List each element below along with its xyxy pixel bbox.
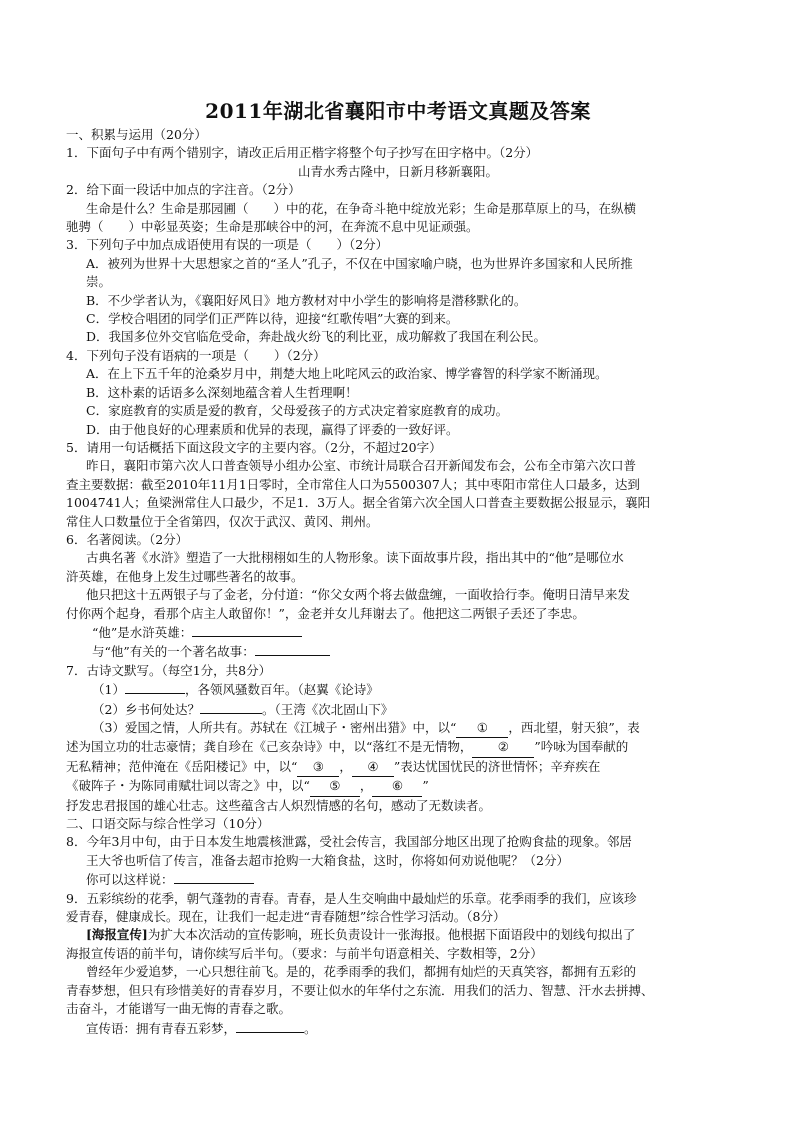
question-7-3-cont: 无私精神；范仲淹在《岳阳楼记》中，以“ ③ ， ④ ”表达忧国忧民的济世情怀；辛弃疾在	[66, 758, 730, 777]
question-3-option-a-cont: 崇。	[86, 274, 112, 290]
question-2-text: 生命是什么？生命是那园圃（ ）中的花，在争奇斗艳中绽放光彩；生命是那草原上的马，在纵横	[86, 200, 637, 216]
question-5-text: 查主要数据：截至2010年11月1日零时，全市常住人口为5500307人；其中枣阳市常住人口最多，达到	[66, 476, 640, 492]
answer-story-line: 与“他”有关的一个著名故事：	[66, 642, 730, 661]
answer-blank[interactable]	[236, 1019, 304, 1033]
question-8-text: 王大爷也听信了传言，准备去超市抢购一大箱食盐，这时，你将如何劝说他呢？（2分）	[86, 852, 569, 868]
answer-blank-4[interactable]: ④	[352, 758, 394, 777]
question-9: 9．五彩缤纷的花季，朝气蓬勃的青春。青春，是人生交响曲中最灿烂的乐章。花季雨季的我们，应该珍	[66, 890, 637, 906]
question-6-text: 浒英雄，在他身上发生过哪些著名的故事。	[66, 568, 304, 584]
question-4-option-b: B．这朴素的话语多么深刻地蕴含着人生哲理啊！	[86, 384, 358, 400]
question-9-poster: [海报宣传]为扩大本次活动的宣传影响，班长负责设计一张海报。他根据下面语段中的划线句拟出了	[86, 927, 636, 943]
question-5: 5．请用一句话概括下面这段文字的主要内容。（2分，不超过20字）	[66, 439, 442, 455]
question-3-option-b: B．不少学者认为，《襄阳好风日》地方教材对中小学生的影响将是潜移默化的。	[86, 292, 527, 308]
question-3: 3．下列句子中加点成语使用有误的一项是（ ）（2分）	[66, 237, 389, 253]
question-9-poster-cont: 海报宣传语的前半句，请你续写后半句。（要求：与前半句语意相关、字数相等，2分）	[66, 945, 543, 961]
section-heading: 二、口语交际与综合性学习（10分）	[66, 816, 270, 832]
question-1-sentence: 山青水秀古隆中，日新月移新襄阳。	[297, 163, 498, 179]
question-4-option-c: C．家庭教育的实质是爱的教育，父母爱孩子的方式决定着家庭教育的成功。	[86, 403, 509, 419]
section-heading: 一、积累与运用（20分）	[66, 127, 207, 142]
page-title: 2011年湖北省襄阳市中考语文真题及答案	[205, 99, 591, 123]
question-9-passage: 曾经年少爱追梦，一心只想往前飞。是的，花季雨季的我们，都拥有灿烂的天真笑容，都拥有五彩的	[86, 964, 637, 980]
answer-blank[interactable]	[200, 700, 262, 714]
answer-blank-2[interactable]: ②	[472, 738, 534, 757]
question-6-excerpt: 付你两个起身，看那个店主人敢留你！”，金老并女儿拜谢去了。他把这二两银子丢还了李忠。	[66, 605, 585, 621]
answer-blank[interactable]	[174, 870, 254, 884]
question-4: 4．下列句子没有语病的一项是（ ）（2分）	[66, 347, 326, 363]
question-2-text: 驰骋（ ）中彰显英姿；生命是那峡谷中的河，在奔流不息中见证顽强。	[66, 219, 479, 235]
question-7-3-cont: 抒发忠君报国的雄心壮志。这些蕴含古人炽烈情感的名句，感动了无数读者。	[66, 797, 492, 813]
question-7-3-cont: 述为国立功的壮志豪情；龚自珍在《己亥杂诗》中，以“落红不是无情物， ② ”吟咏为国奉献的	[66, 738, 730, 757]
question-7: 7．古诗文默写。（每空1分，共8分）	[66, 662, 272, 678]
question-7-3: （3）爱国之情，人所共有。苏轼在《江城子・密州出猎》中，以“ ① ，西北望，射天狼”，表	[66, 719, 730, 738]
question-4-option-d: D．由于他良好的心理素质和优异的表现，赢得了评委的一致好评。	[86, 421, 459, 437]
answer-blank-5[interactable]: ⑤	[310, 777, 360, 796]
answer-blank[interactable]	[255, 642, 330, 656]
question-9-passage: 青春梦想，但只有珍惜美好的青春岁月，不要让似水的年华付之东流．用我们的活力、智慧、汗水去拼搏、	[66, 982, 654, 998]
poster-heading: [海报宣传]	[86, 927, 148, 943]
question-6: 6．名著阅读。（2分）	[66, 531, 189, 547]
question-8-answer: 你可以这样说：	[66, 870, 730, 889]
question-6-excerpt: 他只把这十五两银子与了金老，分付道：“你父女两个将去做盘缠，一面收拾行李。俺明日清早来发	[86, 587, 630, 603]
question-1: 1．下面句子中有两个错别字，请改正后用正楷字将整个句子抄写在田字格中。（2分）	[66, 145, 539, 161]
answer-blank[interactable]	[125, 680, 185, 694]
question-9-passage: 击奋斗，才能谱写一曲无悔的青春之歌。	[66, 1001, 292, 1017]
answer-blank-3[interactable]: ③	[297, 758, 339, 777]
question-5-text: 常住人口数量位于全省第四，仅次于武汉、黄冈、荆州。	[66, 513, 379, 529]
exam-page	[66, 98, 730, 1038]
answer-blank-6[interactable]: ⑥	[372, 777, 422, 796]
question-2: 2．给下面一段话中加点的字注音。（2分）	[66, 182, 301, 198]
question-6-text: 古典名著《水浒》塑造了一大批栩栩如生的人物形象。读下面故事片段，指出其中的“他”是哪位水	[86, 550, 624, 566]
question-3-option-a: A．被列为世界十大思想家之首的“圣人”孔子，不仅在中国家喻户晓，也为世界许多国家和人民所推	[86, 255, 633, 271]
question-8: 8．今年3月中旬，由于日本发生地震核泄露，受社会传言，我国部分地区出现了抢购食盐的现象。邻居	[66, 834, 632, 850]
question-7-1: （1） ，各领风骚数百年。（赵翼《论诗》	[92, 682, 379, 698]
answer-blank-1[interactable]: ①	[456, 719, 508, 738]
question-7-2: （2）乡书何处达？ 。（王湾《次北固山下》	[92, 701, 394, 717]
question-3-option-d: D．我国多位外交官临危受命，奔赴战火纷飞的利比亚，成功解救了我国在利公民。	[86, 329, 547, 345]
question-3-option-c: C．学校合唱团的同学们正严阵以待，迎接“红歌传唱”大赛的到来。	[86, 311, 459, 327]
question-5-text: 昨日，襄阳市第六次人口普查领导小组办公室、市统计局联合召开新闻发布会，公布全市第六次口普	[86, 458, 637, 474]
question-7-3-cont: 《破阵子・为陈同甫赋壮词以寄之》中，以“ ⑤ ， ⑥ ”	[66, 777, 730, 796]
slogan-line: 宣传语：拥有青春五彩梦， 。	[86, 1020, 317, 1036]
question-4-option-a: A．在上下五千年的沧桑岁月中，荆楚大地上叱咤风云的政治家、博学睿智的科学家不断涌现。	[86, 366, 608, 382]
answer-hero-line: “他”是水浒英雄：	[66, 623, 730, 642]
answer-blank[interactable]	[192, 623, 302, 637]
question-5-text: 1004741人；鱼梁洲常住人口最少，不足1．3万人。据全省第六次全国人口普查主要数据公报显示，襄阳	[66, 495, 651, 511]
question-9-text: 爱青春，健康成长。现在，让我们一起走进“青春随想”综合性学习活动。（8分）	[66, 909, 506, 925]
